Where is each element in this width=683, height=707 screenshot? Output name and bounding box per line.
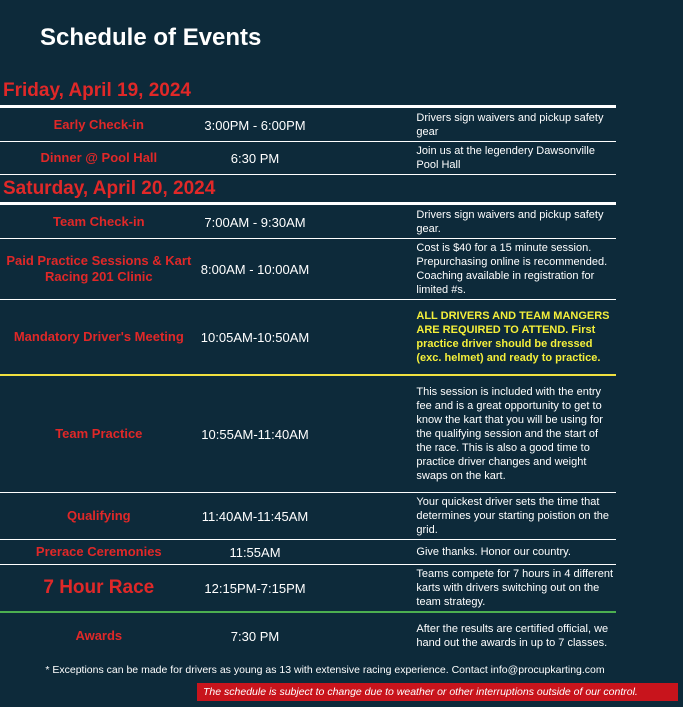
day-heading-saturday: Saturday, April 20, 2024 — [3, 178, 216, 199]
event-name: Dinner @ Pool Hall — [40, 150, 158, 165]
day-heading-friday: Friday, April 19, 2024 — [3, 80, 191, 101]
event-name: Awards — [75, 628, 123, 643]
event-name: Team Practice — [55, 426, 143, 441]
schedule-row-awards — [0, 613, 616, 659]
page-title: Schedule of Events — [40, 24, 262, 51]
schedule-row-qualifying — [0, 493, 616, 539]
event-name: 7 Hour Race — [43, 577, 155, 598]
event-description: Your quickest driver sets the time that determines your starting poistion on the grid. — [416, 496, 609, 536]
event-time: 11:40AM-11:45AM — [201, 508, 309, 524]
event-name: Prerace Ceremonies — [35, 544, 162, 559]
event-time: 10:05AM-10:50AM — [200, 329, 310, 345]
divider — [0, 202, 616, 205]
event-time: 7:00AM - 9:30AM — [204, 214, 306, 230]
event-description: Give thanks. Honor our country. — [416, 546, 571, 558]
event-name: Early Check-in — [53, 117, 144, 132]
divider — [0, 174, 616, 175]
schedule-row-team-practice — [0, 376, 616, 492]
event-description: Cost is $40 for a 15 minute session. Prepurchasing online is recommended. Coaching available in registration for limited #s. — [416, 242, 608, 296]
event-time: 7:30 PM — [230, 628, 280, 644]
event-description: This session is included with the entry fee and is a great opportunity to get to know the kart that you will be using for the qualifying session and the start of the race. This is also a good time to practice driver changes and weight swaps on the kart. — [416, 386, 603, 482]
divider — [0, 105, 616, 108]
event-description: Drivers sign waivers and pickup safety gear — [416, 112, 604, 138]
footnote: * Exceptions can be made for drivers as young as 13 with extensive racing experience. Contact info@procupkarting.com — [45, 664, 605, 676]
event-time: 8:00AM - 10:00AM — [200, 261, 310, 277]
schedule-row-dinner — [0, 142, 616, 174]
schedule-row-7-hour-race — [0, 565, 616, 611]
event-description-alert: ALL DRIVERS AND TEAM MANGERS ARE REQUIRED TO ATTEND. First practice driver should be dressed (exc. helmet) and ready to practice. — [416, 310, 610, 364]
schedule-row-paid-practice — [0, 239, 616, 299]
event-name: Paid Practice Sessions & Kart Racing 201 Clinic — [6, 253, 192, 284]
event-name: Mandatory Driver's Meeting — [13, 329, 184, 344]
schedule-row-team-check-in — [0, 206, 616, 238]
event-name: Team Check-in — [53, 214, 145, 229]
event-name: Qualifying — [67, 508, 131, 523]
event-description: Join us at the legendery Dawsonville Pool Hall — [416, 145, 595, 171]
event-time: 6:30 PM — [230, 150, 280, 166]
event-time: 10:55AM-11:40AM — [201, 426, 309, 442]
event-time: 11:55AM — [229, 544, 281, 560]
event-description: Teams compete for 7 hours in 4 different karts with drivers switching out on the team strategy. — [416, 568, 614, 608]
event-description: After the results are certified official, we hand out the awards in up to 7 classes. — [416, 623, 609, 649]
schedule-row-prerace — [0, 540, 616, 564]
schedule-row-early-check-in — [0, 109, 616, 141]
event-description: Drivers sign waivers and pickup safety gear. — [416, 209, 604, 235]
event-time: 3:00PM - 6:00PM — [204, 117, 306, 133]
event-time: 12:15PM-7:15PM — [204, 580, 306, 596]
disclaimer-banner: The schedule is subject to change due to weather or other interruptions outside of our control. — [197, 683, 678, 701]
schedule-row-drivers-meeting — [0, 300, 616, 374]
